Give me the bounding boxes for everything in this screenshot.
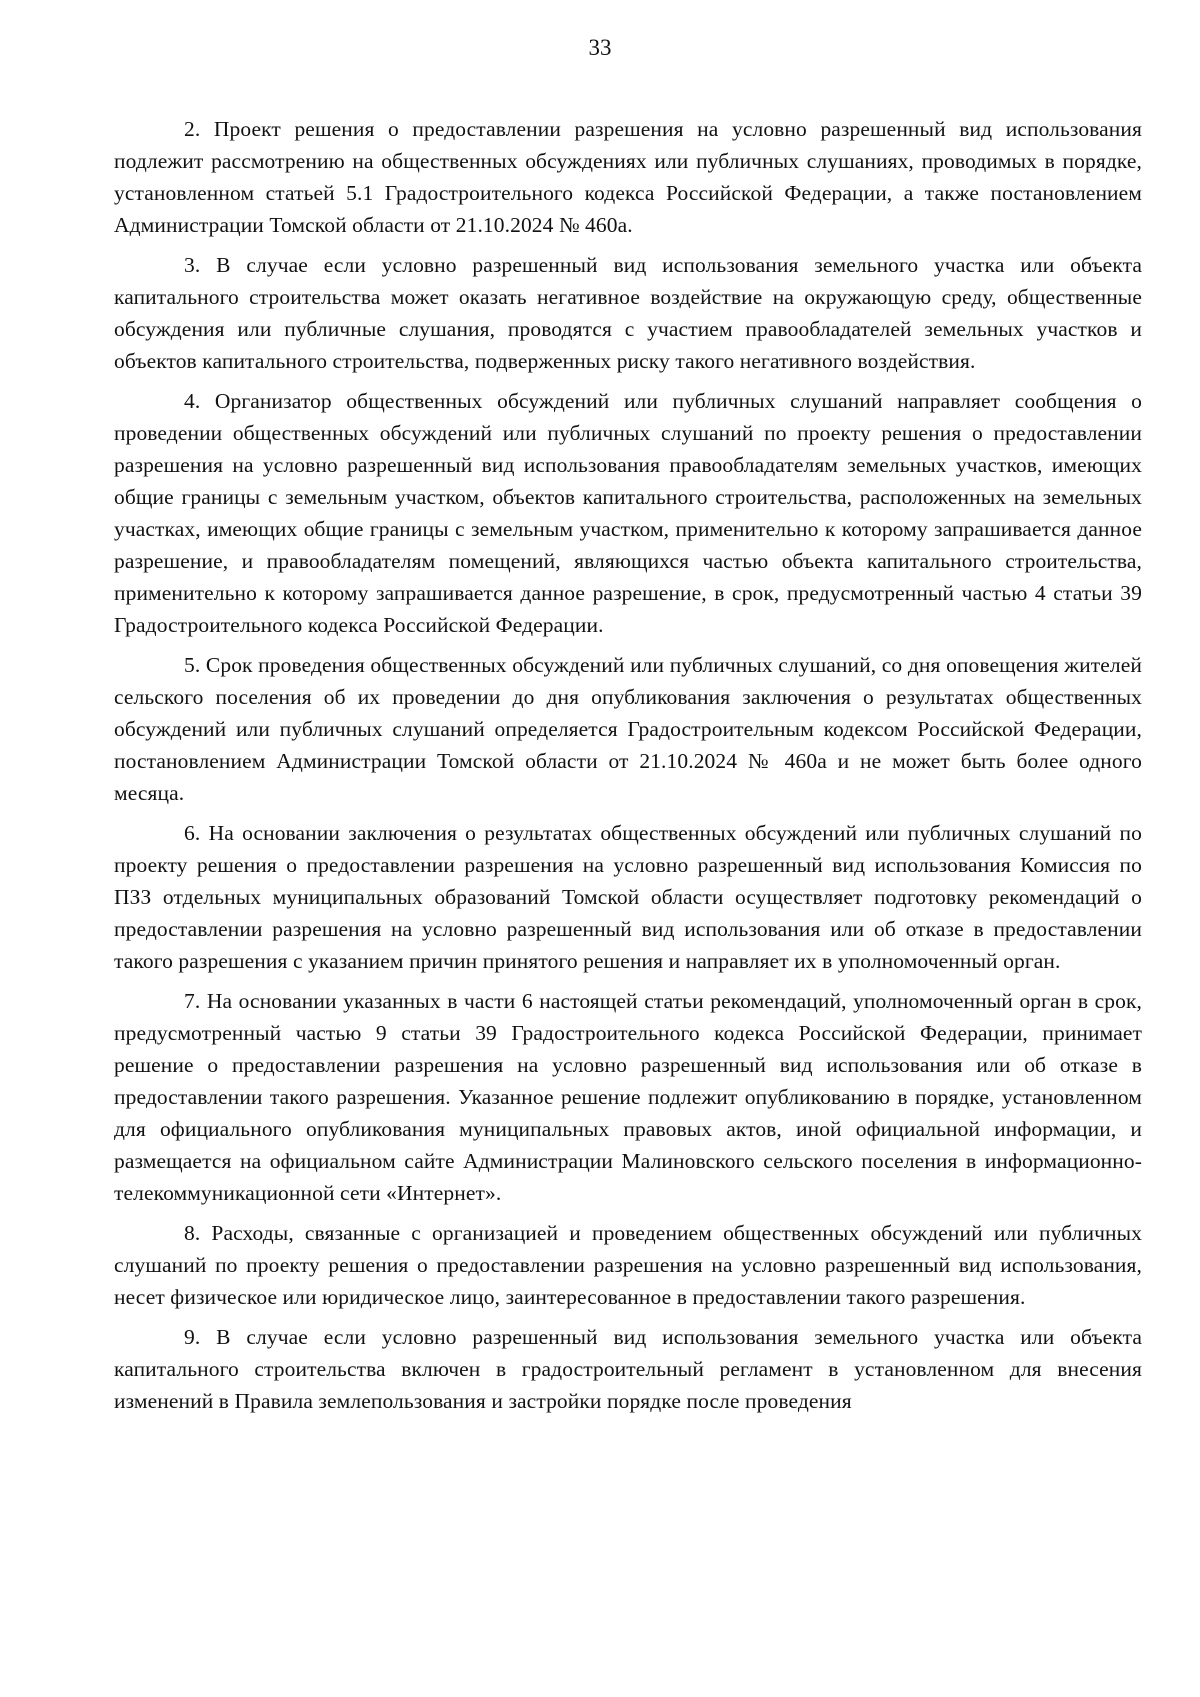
paragraph-item-9: 9. В случае если условно разрешенный вид использования земельного участка или объекта капитального строительства включен в градостроительный регламент в установленном для внесения изменений в Правила землепользования и застройки порядке после проведения	[114, 1325, 1142, 1413]
paragraph-item-8: 8. Расходы, связанные с организацией и проведением общественных обсуждений или публичных слушаний по проекту решения о предоставлении разрешения на условно разрешенный вид использования, несет физическое или юридическое лицо, заинтересованное в предоставлении такого разрешения.	[114, 1221, 1142, 1309]
paragraph-item-2: 2. Проект решения о предоставлении разрешения на условно разрешенный вид использования подлежит рассмотрению на общественных обсуждениях или публичных слушаниях, проводимых в порядке, установленном статьей 5.1 Градостроительного кодекса Российской Федерации, а также постановлением Администрации Томской области от 21.10.2024 № 460а.	[114, 117, 1142, 237]
page-number: 33	[588, 35, 612, 60]
paragraph-item-6: 6. На основании заключения о результатах общественных обсуждений или публичных слушаний по проекту решения о предоставлении разрешения на условно разрешенный вид использования Комиссия по ПЗЗ отдельных муниципальных образований Томской области осуществляет подготовку рекомендаций о предоставлении разрешения на условно разрешенный вид использования или об отказе в предоставлении такого разрешения с указанием причин принятого решения и направляет их в уполномоченный орган.	[114, 821, 1142, 973]
paragraph-item-3: 3. В случае если условно разрешенный вид использования земельного участка или объекта капитального строительства может оказать негативное воздействие на окружающую среду, общественные обсуждения или публичные слушания, проводятся с участием правообладателей земельных участков и объектов капитального строительства, подверженных риску такого негативного воздействия.	[114, 253, 1142, 373]
paragraph-item-7: 7. На основании указанных в части 6 настоящей статьи рекомендаций, уполномоченный орган в срок, предусмотренный частью 9 статьи 39 Градостроительного кодекса Российской Федерации, принимает решение о предоставлении разрешения на условно разрешенный вид использования или об отказе в предоставлении такого разрешения. Указанное решение подлежит опубликованию в порядке, установленном для официального опубликования муниципальных правовых актов, иной официальной информации, и размещается на официальном сайте Администрации Малиновского сельского поселения в информационно-телекоммуникационной сети «Интернет».	[114, 989, 1142, 1205]
document-body	[114, 113, 1142, 1425]
paragraph-item-5: 5. Срок проведения общественных обсуждений или публичных слушаний, со дня оповещения жителей сельского поселения об их проведении до дня опубликования заключения о результатах общественных обсуждений или публичных слушаний определяется Градостроительным кодексом Российской Федерации, постановлением Администрации Томской области от 21.10.2024 № 460а и не может быть более одного месяца.	[114, 653, 1142, 805]
paragraph-item-4: 4. Организатор общественных обсуждений или публичных слушаний направляет сообщения о проведении общественных обсуждений или публичных слушаний по проекту решения о предоставлении разрешения на условно разрешенный вид использования правообладателям земельных участков, имеющих общие границы с земельным участком, объектов капитального строительства, расположенных на земельных участках, имеющих общие границы с земельным участком, применительно к которому запрашивается данное разрешение, и правообладателям помещений, являющихся частью объекта капитального строительства, применительно к которому запрашивается данное разрешение, в срок, предусмотренный частью 4 статьи 39 Градостроительного кодекса Российской Федерации.	[114, 389, 1142, 637]
